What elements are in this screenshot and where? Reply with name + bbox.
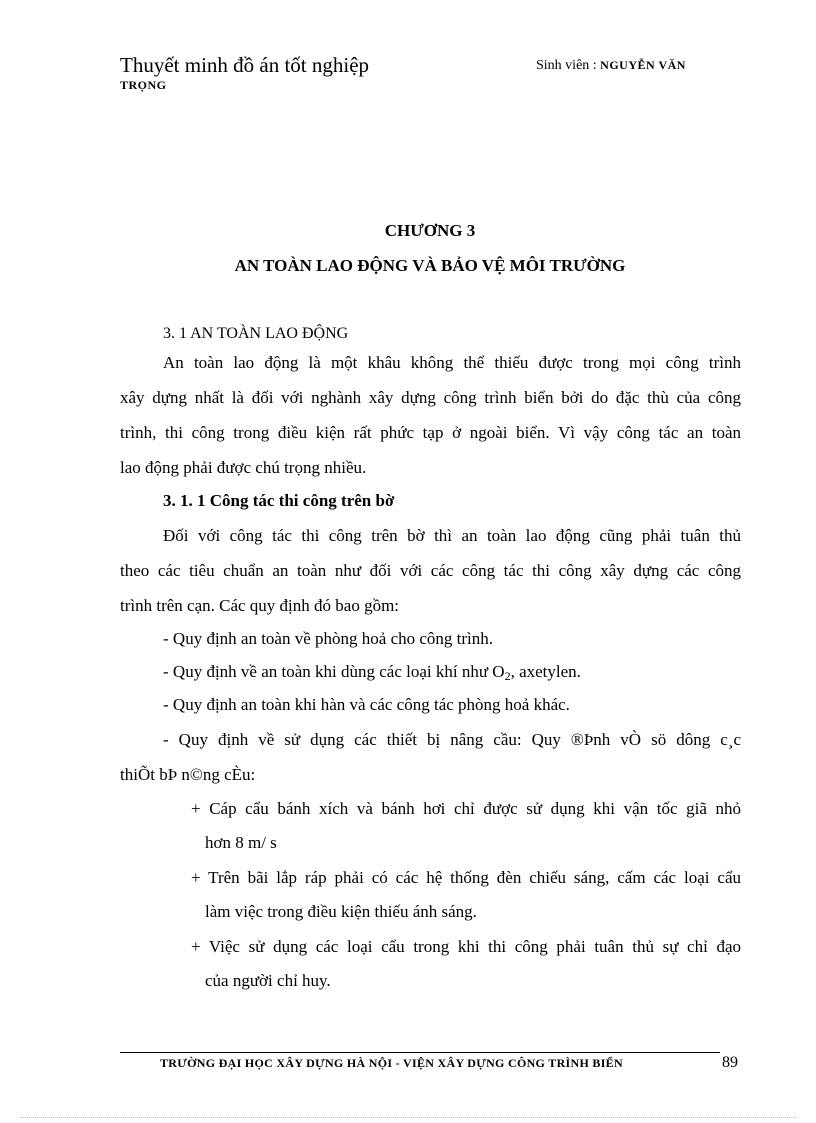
paragraph-line: theo các tiêu chuẩn an toàn như đối với các công tác thi công xây dựng các công <box>120 561 741 580</box>
paragraph-line: trình trên cạn. Các quy định đó bao gồm: <box>120 596 400 615</box>
sub-list-item: + Trên bãi lắp ráp phải có các hệ thống đèn chiếu sáng, cấm các loại cẩu <box>191 868 741 887</box>
list-item: - Quy định an toàn khi hàn và các công tác phòng hoả khác. <box>163 695 570 714</box>
sub-list-item: + Cáp cẩu bánh xích và bánh hơi chỉ được sử dụng khi vận tốc giã nhỏ <box>191 799 741 818</box>
header-student-name-continued: TRỌNG <box>120 78 167 92</box>
footer-institution: TRƯỜNG ĐẠI HỌC XÂY DỰNG HÀ NỘI - VIỆN XÂY DỰNG CÔNG TRÌNH BIỂN <box>160 1056 623 1070</box>
paragraph-line: xây dựng nhất là đối với nghành xây dựng công trình biển bởi do đặc thù của công <box>120 388 741 407</box>
page-edge-divider <box>20 1117 796 1118</box>
paragraph-line: Đối với công tác thi công trên bờ thì an toàn lao động cũng phải tuân thủ <box>163 526 741 545</box>
paragraph-line: trình, thi công trong điều kiện rất phức tạp ở ngoài biển. Vì vậy công tác an toàn <box>120 423 741 442</box>
sub-list-item-continued: hơn 8 m/ s <box>205 833 277 852</box>
list-item: - Quy định an toàn về phòng hoả cho công trình. <box>163 629 494 648</box>
chapter-title: AN TOÀN LAO ĐỘNG VÀ BẢO VỆ MÔI TRƯỜNG <box>234 256 626 275</box>
list-item: - Quy định về an toàn khi dùng các loại khí như $O_2$, axetylen. <box>163 662 581 683</box>
sub-list-item-continued: của người chỉ huy. <box>205 971 331 990</box>
page-number: 89 <box>722 1054 738 1071</box>
list-item-continued: thiÕt bÞ n©ng cÈu: <box>120 765 256 784</box>
paragraph-line: lao động phải được chú trọng nhiều. <box>120 458 367 477</box>
section-heading: 3. 1 AN TOÀN LAO ĐỘNG <box>163 325 349 342</box>
footer-divider <box>120 1052 720 1053</box>
list-item: - Quy định về sử dụng các thiết bị nâng cầu: Quy ®Þnh vÒ sö dông c¸c <box>163 730 741 749</box>
header-student-name: NGUYỄN VĂN <box>600 58 686 72</box>
header-thesis-title: Thuyết minh đồ án tốt nghiệp <box>120 53 370 77</box>
chapter-number: CHƯƠNG 3 <box>384 221 476 240</box>
sub-list-item-continued: làm việc trong điều kiện thiếu ánh sáng. <box>205 902 477 921</box>
header-student <box>536 58 686 74</box>
paragraph-line: An toàn lao động là một khâu không thể thiếu được trong mọi công trình <box>163 353 741 372</box>
header-student-label: Sinh viên : <box>536 58 597 73</box>
sub-list-item: + Việc sử dụng các loại cẩu trong khi thi công phải tuân thủ sự chỉ đạo <box>191 937 741 956</box>
subsection-heading: 3. 1. 1 Công tác thi công trên bờ <box>163 491 395 510</box>
